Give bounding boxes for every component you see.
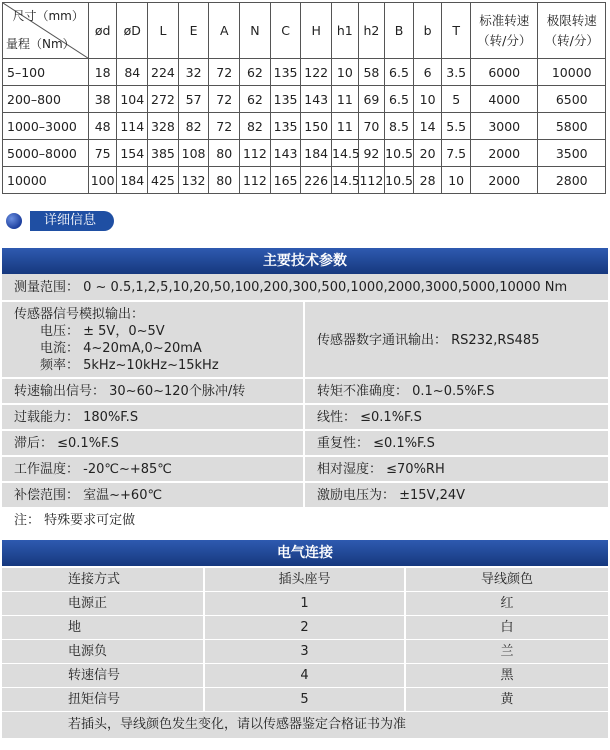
dimension-row bbox=[3, 59, 606, 86]
connection-name: 转速信号 bbox=[68, 668, 121, 683]
std-speed-cell: 2000 bbox=[471, 167, 538, 194]
wire-color: 红 bbox=[404, 592, 608, 615]
dimension-cell: 5.5 bbox=[442, 113, 471, 140]
max-speed-label: 极限转速 bbox=[546, 12, 597, 28]
hysteresis: 滞后： ≤0.1%F.S bbox=[14, 436, 119, 451]
col-header-pin: 插头座号 bbox=[203, 568, 404, 591]
spec-row bbox=[2, 379, 608, 405]
connection-row bbox=[2, 688, 608, 712]
dimension-cell: 108 bbox=[178, 140, 209, 167]
dimension-row bbox=[3, 167, 606, 194]
connection-pin: 2 bbox=[203, 616, 404, 639]
analog-current: 电流： 4~20mA,0~20mA bbox=[40, 341, 202, 356]
dimension-cell: 58 bbox=[358, 59, 385, 86]
dimension-cell: 28 bbox=[413, 167, 442, 194]
dimension-cell: 10 bbox=[413, 86, 442, 113]
col-header-method: 连接方式 bbox=[68, 572, 121, 587]
connection-row bbox=[2, 616, 608, 640]
detail-label: 详细信息 bbox=[30, 211, 114, 231]
dimension-cell: 112 bbox=[358, 167, 385, 194]
speed-signal: 转速输出信号： 30~60~120个脉冲/转 bbox=[14, 384, 246, 399]
dimension-cell: 143 bbox=[301, 86, 332, 113]
repeatability: 重复性： ≤0.1%F.S bbox=[303, 431, 608, 455]
range-cell: 5–100 bbox=[3, 59, 89, 86]
connection-table bbox=[2, 568, 608, 738]
dimension-cell: 10.5 bbox=[385, 140, 414, 167]
spec-row bbox=[2, 405, 608, 431]
work-temperature: 工作温度： -20℃~+85℃ bbox=[14, 462, 172, 477]
connection-row bbox=[2, 640, 608, 664]
range-cell: 1000–3000 bbox=[3, 113, 89, 140]
humidity: 相对湿度： ≤70%RH bbox=[303, 457, 608, 481]
connection-title-bar: 电气连接 bbox=[2, 540, 608, 566]
dimension-cell: 184 bbox=[301, 140, 332, 167]
connection-name: 电源正 bbox=[68, 596, 108, 611]
connection-footer: 若插头，导线颜色发生变化，请以传感器鉴定合格证书为准 bbox=[2, 712, 608, 738]
dimension-cell: 10 bbox=[442, 167, 471, 194]
dimension-cell: 70 bbox=[358, 113, 385, 140]
dimension-cell: 10.5 bbox=[385, 167, 414, 194]
spec-row bbox=[2, 302, 608, 379]
std-speed-label: 标准转速 bbox=[479, 12, 530, 28]
col-header: N bbox=[240, 3, 271, 59]
connection-pin: 5 bbox=[203, 688, 404, 711]
custom-note: 注： 特殊要求可定做 bbox=[14, 513, 136, 528]
dimension-cell: 72 bbox=[209, 113, 240, 140]
dimension-cell: 82 bbox=[240, 113, 271, 140]
dimension-table bbox=[2, 2, 606, 194]
dimension-cell: 132 bbox=[178, 167, 209, 194]
dimension-cell: 18 bbox=[88, 59, 117, 86]
analog-frequency: 频率： 5kHz~10kHz~15kHz bbox=[40, 358, 219, 373]
col-header: C bbox=[270, 3, 301, 59]
std-speed-cell: 3000 bbox=[471, 113, 538, 140]
connection-header-row bbox=[2, 568, 608, 592]
dimension-cell: 92 bbox=[358, 140, 385, 167]
dimension-row bbox=[3, 140, 606, 167]
dimension-cell: 75 bbox=[88, 140, 117, 167]
max-speed-cell: 2800 bbox=[538, 167, 606, 194]
wire-color: 黄 bbox=[404, 688, 608, 711]
wire-color: 白 bbox=[404, 616, 608, 639]
dimension-cell: 20 bbox=[413, 140, 442, 167]
dimension-cell: 5 bbox=[442, 86, 471, 113]
connection-table-body bbox=[2, 592, 608, 712]
dimension-cell: 328 bbox=[148, 113, 179, 140]
dimension-cell: 154 bbox=[117, 140, 148, 167]
dimension-cell: 272 bbox=[148, 86, 179, 113]
std-speed-cell: 2000 bbox=[471, 140, 538, 167]
wire-color: 黑 bbox=[404, 664, 608, 687]
dimension-cell: 6 bbox=[413, 59, 442, 86]
dimension-cell: 3.5 bbox=[442, 59, 471, 86]
dimension-cell: 6.5 bbox=[385, 59, 414, 86]
dimension-cell: 385 bbox=[148, 140, 179, 167]
col-header: H bbox=[301, 3, 332, 59]
analog-voltage: 电压： ± 5V，0~5V bbox=[40, 324, 165, 339]
dimension-cell: 112 bbox=[240, 167, 271, 194]
dimension-cell: 11 bbox=[332, 113, 359, 140]
dimension-table-body bbox=[3, 59, 606, 194]
std-speed-header bbox=[471, 3, 538, 59]
linearity: 线性： ≤0.1%F.S bbox=[303, 405, 608, 429]
analog-title: 传感器信号模拟输出： bbox=[14, 307, 145, 322]
dimension-cell: 14.5 bbox=[332, 167, 359, 194]
connection-name: 地 bbox=[68, 620, 82, 635]
col-header: L bbox=[148, 3, 179, 59]
connection-name: 电源负 bbox=[68, 644, 108, 659]
col-header-color: 导线颜色 bbox=[404, 568, 608, 591]
dimension-cell: 72 bbox=[209, 86, 240, 113]
dimension-cell: 6.5 bbox=[385, 86, 414, 113]
dimension-row bbox=[3, 113, 606, 140]
dimension-cell: 62 bbox=[240, 59, 271, 86]
dimension-cell: 14.5 bbox=[332, 140, 359, 167]
dimension-cell: 57 bbox=[178, 86, 209, 113]
measure-range: 测量范围： 0 ~ 0.5,1,2,5,10,20,50,100,200,300,500,1000,2000,3000,5000,10000 Nm bbox=[14, 280, 568, 295]
col-header: h2 bbox=[358, 3, 385, 59]
dimension-cell: 11 bbox=[332, 86, 359, 113]
col-header: T bbox=[442, 3, 471, 59]
excitation-voltage: 激励电压为： ±15V,24V bbox=[303, 483, 608, 507]
dimension-cell: 104 bbox=[117, 86, 148, 113]
connection-name: 扭矩信号 bbox=[68, 692, 121, 707]
spec-row bbox=[2, 274, 608, 302]
spec-row bbox=[2, 457, 608, 483]
overload: 过载能力： 180%F.S bbox=[14, 410, 139, 425]
max-speed-cell: 3500 bbox=[538, 140, 606, 167]
spec-row bbox=[2, 431, 608, 457]
dimension-cell: 184 bbox=[117, 167, 148, 194]
dimension-cell: 14 bbox=[413, 113, 442, 140]
header-unit: 尺寸（mm） bbox=[12, 9, 84, 23]
connection-row bbox=[2, 592, 608, 616]
torque-inaccuracy: 转矩不准确度： 0.1~0.5%F.S bbox=[303, 379, 608, 403]
dimension-cell: 425 bbox=[148, 167, 179, 194]
col-header: B bbox=[385, 3, 414, 59]
dimension-cell: 112 bbox=[240, 140, 271, 167]
range-cell: 10000 bbox=[3, 167, 89, 194]
max-speed-header bbox=[538, 3, 606, 59]
range-cell: 5000–8000 bbox=[3, 140, 89, 167]
bullet-dot-icon bbox=[6, 213, 22, 229]
col-header: b bbox=[413, 3, 442, 59]
max-speed-unit: （转/分） bbox=[544, 32, 599, 48]
dimension-cell: 122 bbox=[301, 59, 332, 86]
connection-pin: 1 bbox=[203, 592, 404, 615]
dimension-cell: 38 bbox=[88, 86, 117, 113]
dimension-cell: 80 bbox=[209, 167, 240, 194]
dimension-row bbox=[3, 86, 606, 113]
digital-output: 传感器数字通讯输出： RS232,RS485 bbox=[303, 302, 608, 377]
col-header: h1 bbox=[332, 3, 359, 59]
range-cell: 200–800 bbox=[3, 86, 89, 113]
analog-output-cell bbox=[2, 302, 303, 377]
dimension-cell: 48 bbox=[88, 113, 117, 140]
dimension-cell: 69 bbox=[358, 86, 385, 113]
detail-section-tag bbox=[6, 210, 114, 232]
dimension-cell: 135 bbox=[270, 86, 301, 113]
dimension-cell: 135 bbox=[270, 59, 301, 86]
max-speed-cell: 5800 bbox=[538, 113, 606, 140]
dimension-cell: 114 bbox=[117, 113, 148, 140]
wire-color: 兰 bbox=[404, 640, 608, 663]
std-speed-cell: 4000 bbox=[471, 86, 538, 113]
dimension-cell: 82 bbox=[178, 113, 209, 140]
dimension-cell: 165 bbox=[270, 167, 301, 194]
diagonal-header-cell bbox=[3, 3, 89, 59]
spec-row bbox=[2, 483, 608, 509]
col-header: E bbox=[178, 3, 209, 59]
dimension-cell: 100 bbox=[88, 167, 117, 194]
dimension-cell: 84 bbox=[117, 59, 148, 86]
dimension-cell: 224 bbox=[148, 59, 179, 86]
dimension-cell: 7.5 bbox=[442, 140, 471, 167]
dimension-cell: 226 bbox=[301, 167, 332, 194]
col-header: øD bbox=[117, 3, 148, 59]
dimension-cell: 32 bbox=[178, 59, 209, 86]
max-speed-cell: 6500 bbox=[538, 86, 606, 113]
specs-table bbox=[2, 274, 608, 509]
dimension-cell: 143 bbox=[270, 140, 301, 167]
dimension-cell: 80 bbox=[209, 140, 240, 167]
connection-pin: 4 bbox=[203, 664, 404, 687]
connection-row bbox=[2, 664, 608, 688]
col-header: A bbox=[209, 3, 240, 59]
header-range: 量程（Nm） bbox=[6, 37, 75, 51]
col-header: ød bbox=[88, 3, 117, 59]
specs-title-bar: 主要技术参数 bbox=[2, 248, 608, 274]
std-speed-unit: （转/分） bbox=[477, 32, 532, 48]
dimension-cell: 8.5 bbox=[385, 113, 414, 140]
dimension-cell: 10 bbox=[332, 59, 359, 86]
max-speed-cell: 10000 bbox=[538, 59, 606, 86]
dimension-cell: 72 bbox=[209, 59, 240, 86]
dimension-cell: 150 bbox=[301, 113, 332, 140]
compensation-range: 补偿范围： 室温~+60℃ bbox=[14, 488, 163, 503]
dimension-cell: 62 bbox=[240, 86, 271, 113]
dimension-header-row bbox=[3, 3, 606, 59]
connection-pin: 3 bbox=[203, 640, 404, 663]
dimension-cell: 135 bbox=[270, 113, 301, 140]
std-speed-cell: 6000 bbox=[471, 59, 538, 86]
